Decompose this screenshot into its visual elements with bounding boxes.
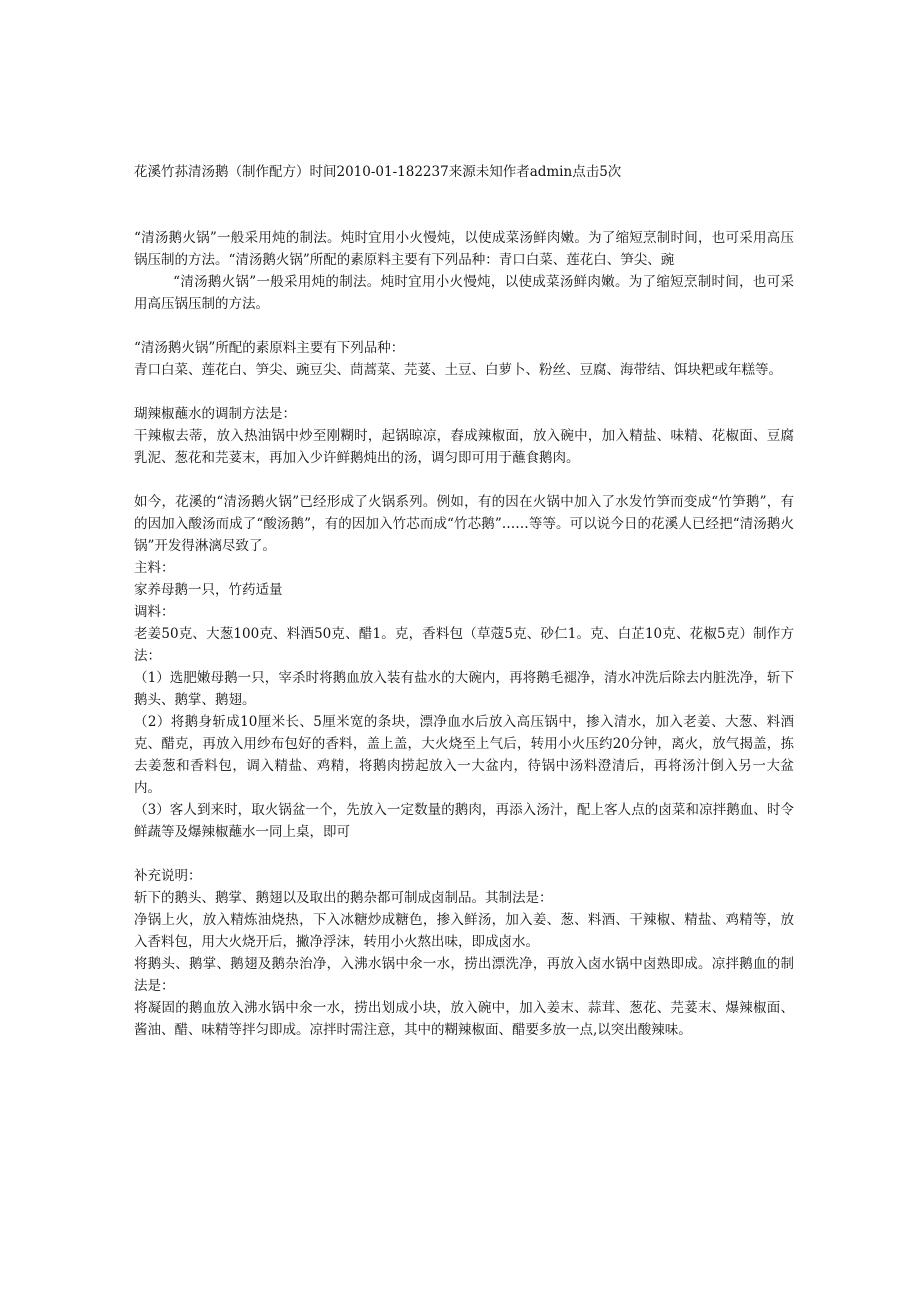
document-body [134,227,794,1041]
supplement-paragraph-3: 将鹅头、鹅掌、鹅翅及鹅杂治净，入沸水锅中氽一水，捞出漂洗净，再放入卤水锅中卤熟即成。凉拌鹅血的制法是： [134,956,794,994]
method-step-3: （3）客人到来时，取火锅盆一个，先放入一定数量的鹅肉，再添入汤汁，配上客人点的卤菜和凉拌鹅血、时令鲜蔬等及爆辣椒蘸水一同上桌，即可 [134,802,794,840]
ingredients-list: 青口白菜、莲花白、笋尖、豌豆尖、茼蒿菜、芫荽、土豆、白萝卜、粉丝、豆腐、海带结、饵块粑或年糕等。 [134,362,782,378]
dip-method: 干辣椒去蒂，放入热油锅中炒至刚糊时，起锅晾凉，舂成辣椒面，放入碗中，加入精盐、味精、花椒面、豆腐乳泥、葱花和芫荽末，再加入少许鲜鹅炖出的汤，调匀即可用于蘸食鹅肉。 [134,428,794,466]
series-paragraph: 如今，花溪的“清汤鹅火锅”已经形成了火锅系列。例如，有的因在火锅中加入了水发竹笋而变成“竹笋鹅”，有的因加入酸汤而成了“酸汤鹅”，有的因加入竹芯而成“竹芯鹅”……等等。可以说今日的花溪人已经把“清汤鹅火锅”开发得淋漓尽致了。 [134,494,794,554]
seasoning-label: 调料： [134,604,175,620]
paragraph-spacer [134,469,794,491]
main-ingredients-label: 主料： [134,560,175,576]
paragraph-spacer [134,843,794,865]
paragraph-spacer [134,315,794,337]
supplement-label: 补充说明： [134,868,202,884]
document-title: 花溪竹荪清汤鹅（制作配方）时间2010-01-182237来源未知作者admin点击5次 [134,164,622,180]
dip-heading: 瑚辣椒蘸水的调制方法是： [134,406,296,422]
seasoning-text: 老姜50克、大葱100克、料酒50克、醋1。克，香料包（草蔻5克、砂仁1。克、白芷10克、花椒5克）制作方法： [134,626,794,664]
ingredients-heading: “清汤鹅火锅”所配的素原料主要有下列品种： [134,340,405,356]
method-step-2: （2）将鹅身斩成10厘米长、5厘米宽的条块，漂净血水后放入高压锅中，掺入清水，加入老姜、大葱、料酒克、醋克，再放入用纱布包好的香料，盖上盖，大火烧至上气后，转用小火压约20分钟，离火，放气揭盖，拣去姜葱和香料包，调入精盐、鸡精，将鹅肉捞起放入一大盆内，待锅中汤料澄清后，再将汤汁倒入另一大盆内。 [134,714,794,796]
supplement-paragraph-2: 净锅上火，放入精炼油烧热，下入冰糖炒成糖色，掺入鲜汤，加入姜、葱、料酒、干辣椒、精盐、鸡精等，放入香料包，用大火烧开后，撇净浮沫，转用小火熬出味，即成卤水。 [134,912,794,950]
method-step-1: （1）选肥嫩母鹅一只，宰杀时将鹅血放入装有盐水的大碗内，再将鹅毛褪净，清水冲洗后除去内脏洗净，斩下鹅头、鹅掌、鹅翅。 [134,670,794,708]
supplement-paragraph-4: 将凝固的鹅血放入沸水锅中氽一水，捞出划成小块，放入碗中，加入姜末、蒜茸、葱花、芫荽末、爆辣椒面、酱油、醋、味精等拌匀即成。凉拌时需注意，其中的糊辣椒面、醋要多放一点,以突出酸辣味。 [134,1000,794,1038]
intro-repeat-paragraph: “清汤鹅火锅”一般采用炖的制法。炖时宜用小火慢炖，以使成菜汤鲜肉嫩。为了缩短烹制时间，也可采用高压锅压制的方法。 [134,274,794,312]
main-ingredients-text: 家养母鹅一只，竹药适量 [134,582,283,598]
intro-paragraph: “清汤鹅火锅”一般采用炖的制法。炖时宜用小火慢炖，以使成菜汤鲜肉嫩。为了缩短烹制时间，也可采用高压锅压制的方法。“清汤鹅火锅”所配的素原料主要有下列品种：青口白菜、莲花白、笋尖、豌 [134,230,794,268]
supplement-paragraph-1: 斩下的鹅头、鹅掌、鹅翅以及取出的鹅杂都可制成卤制品。其制法是： [134,890,553,906]
paragraph-spacer [134,381,794,403]
